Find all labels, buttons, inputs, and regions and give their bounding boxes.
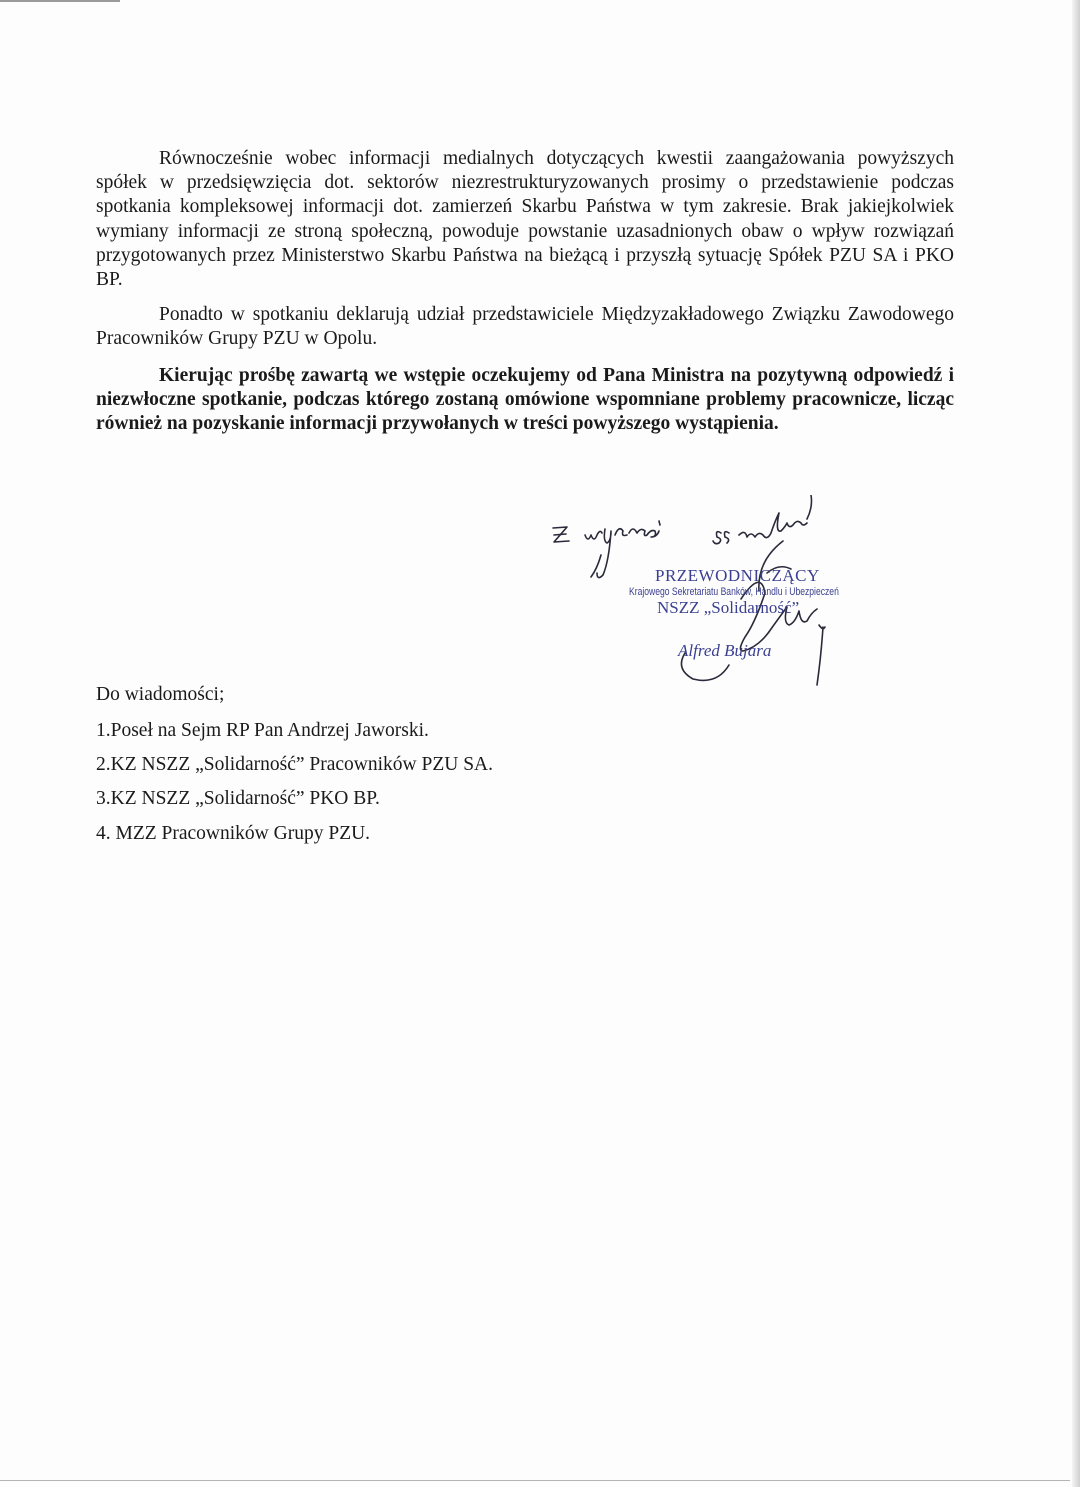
cc-item: 1.Poseł na Sejm RP Pan Andrzej Jaworski.	[96, 720, 429, 741]
stamp-name: Alfred Bujara	[678, 641, 772, 660]
body-paragraph-2: Ponadto w spotkaniu deklarują udział przedstawiciele Międzyzakładowego Związku Zawodowego Pracowników Grupy PZU w Opolu.	[96, 304, 954, 350]
cc-item: 3.KZ NSZZ „Solidarność” PKO BP.	[96, 788, 380, 809]
signature-block	[545, 495, 885, 695]
cc-item: 4. MZZ Pracowników Grupy PZU.	[96, 823, 371, 844]
cc-heading: Do wiadomości;	[96, 684, 225, 705]
stamp-union: NSZZ „Solidarność”	[657, 598, 800, 617]
stamp-title: PRZEWODNICZĄCY	[655, 566, 820, 585]
scan-top-edge	[0, 0, 120, 2]
scan-bottom-edge	[0, 1480, 1070, 1481]
body-paragraph-1: Równocześnie wobec informacji medialnych dotyczących kwestii zaangażowania powyższych spółek w przedsięwzięcia dot. sektorów niezrestrukturyzowanych prosimy o przedstawienie podczas spotkania kompleksowej informacji dot. zamierzeń Skarbu Państwa w tym zakresie. Brak jakiejkolwiek wymiany informacji ze stroną społeczną, powoduje powstanie uzasadnionych obaw o wpływ rozwiązań przygotowanych przez Ministerstwo Skarbu Państwa na bieżącą i przyszłą sytuację Spółek PZU SA i PKO BP.	[96, 148, 954, 291]
body-paragraph-3: Kierując prośbę zawartą we wstępie oczekujemy od Pana Ministra na pozytywną odpowiedź i niezwłoczne spotkanie, podczas którego zostaną omówione wspomniane problemy pracownicze, licząc również na pozyskanie informacji przywołanych w treści powyższego wystąpienia.	[96, 365, 954, 435]
scan-right-edge	[1072, 0, 1080, 1487]
cc-item: 2.KZ NSZZ „Solidarność” Pracowników PZU SA.	[96, 754, 493, 775]
stamp-organization: Krajowego Sekretariatu Banków, Handlu i Ubezpieczeń	[629, 586, 839, 598]
